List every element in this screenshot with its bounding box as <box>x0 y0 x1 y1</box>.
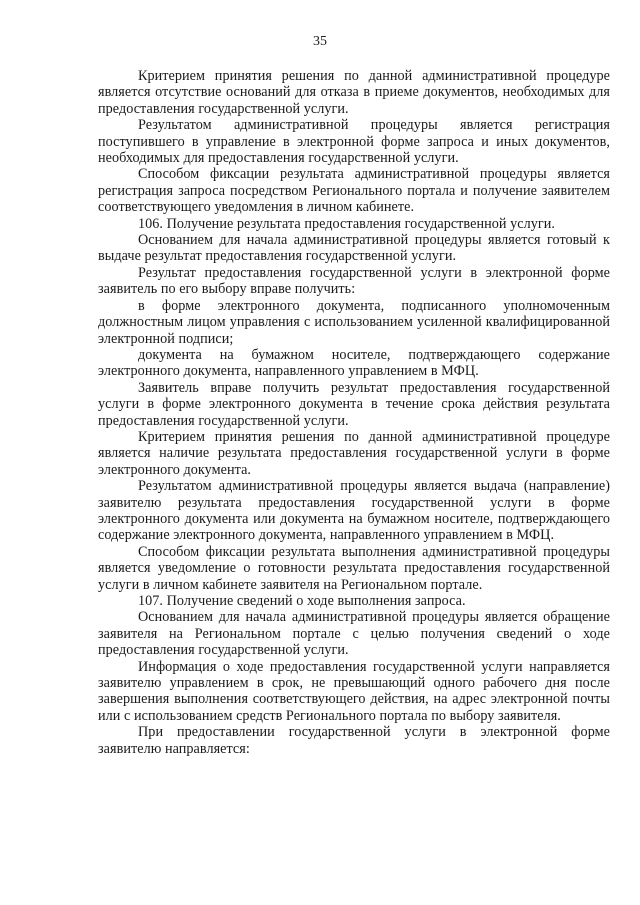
paragraph: Информация о ходе предоставления государственной услуги направляется заявителю управлением в срок, не превышающий одного рабочего дня после завершения выполнения соответствующего действия, на адрес электронной почты или с использованием средств Регионального портала по выбору заявителя. <box>98 658 610 724</box>
paragraph: Результат предоставления государственной услуги в электронной форме заявитель по его выбору вправе получить: <box>98 264 610 298</box>
page-number: 35 <box>313 34 327 49</box>
list-item: документа на бумажном носителе, подтверждающего содержание электронного документа, направленного управлением в МФЦ. <box>98 346 610 380</box>
paragraph: Критерием принятия решения по данной административной процедуре является наличие результата предоставления государственной услуги в форме электронного документа. <box>98 428 610 478</box>
paragraph: Способом фиксации результата административной процедуры является регистрация запроса посредством Регионального портала и получение заявителем соответствующего уведомления в личном кабинете. <box>98 166 610 216</box>
document-body <box>98 68 610 757</box>
paragraph: Заявитель вправе получить результат предоставления государственной услуги в форме электронного документа в течение срока действия результата предоставления государственной услуги. <box>98 379 610 429</box>
paragraph: Способом фиксации результата выполнения административной процедуры является уведомление о готовности результата предоставления государственной услуги в личном кабинете заявителя на Региональном портале. <box>98 543 610 593</box>
section-heading: 106. Получение результата предоставления государственной услуги. <box>138 215 555 232</box>
paragraph: Основанием для начала административной процедуры является готовый к выдаче результат предоставления государственной услуги. <box>98 232 610 265</box>
section-heading: 107. Получение сведений о ходе выполнения запроса. <box>138 593 466 609</box>
paragraph: Результатом административной процедуры является регистрация поступившего в управление в электронной форме запроса и иных документов, необходимых для предоставления государственной услуги. <box>98 117 610 167</box>
paragraph: Основанием для начала административной процедуры является обращение заявителя на Региональном портале с целью получения сведений о ходе предоставления государственной услуги. <box>98 609 610 659</box>
paragraph: Критерием принятия решения по данной административной процедуре является отсутствие оснований для отказа в приеме документов, необходимых для предоставления государственной услуги. <box>98 68 610 117</box>
paragraph: Результатом административной процедуры является выдача (направление) заявителю результата предоставления государственной услуги в форме электронного документа или документа на бумажном носителе, подтверждающего содержание электронного документа, направленного управлением в МФЦ. <box>98 478 610 544</box>
list-item: в форме электронного документа, подписанного уполномоченным должностным лицом управления с использованием усиленной квалифицированной электронной подписи; <box>98 297 610 347</box>
paragraph: При предоставлении государственной услуги в электронной форме заявителю направляется: <box>98 724 610 757</box>
